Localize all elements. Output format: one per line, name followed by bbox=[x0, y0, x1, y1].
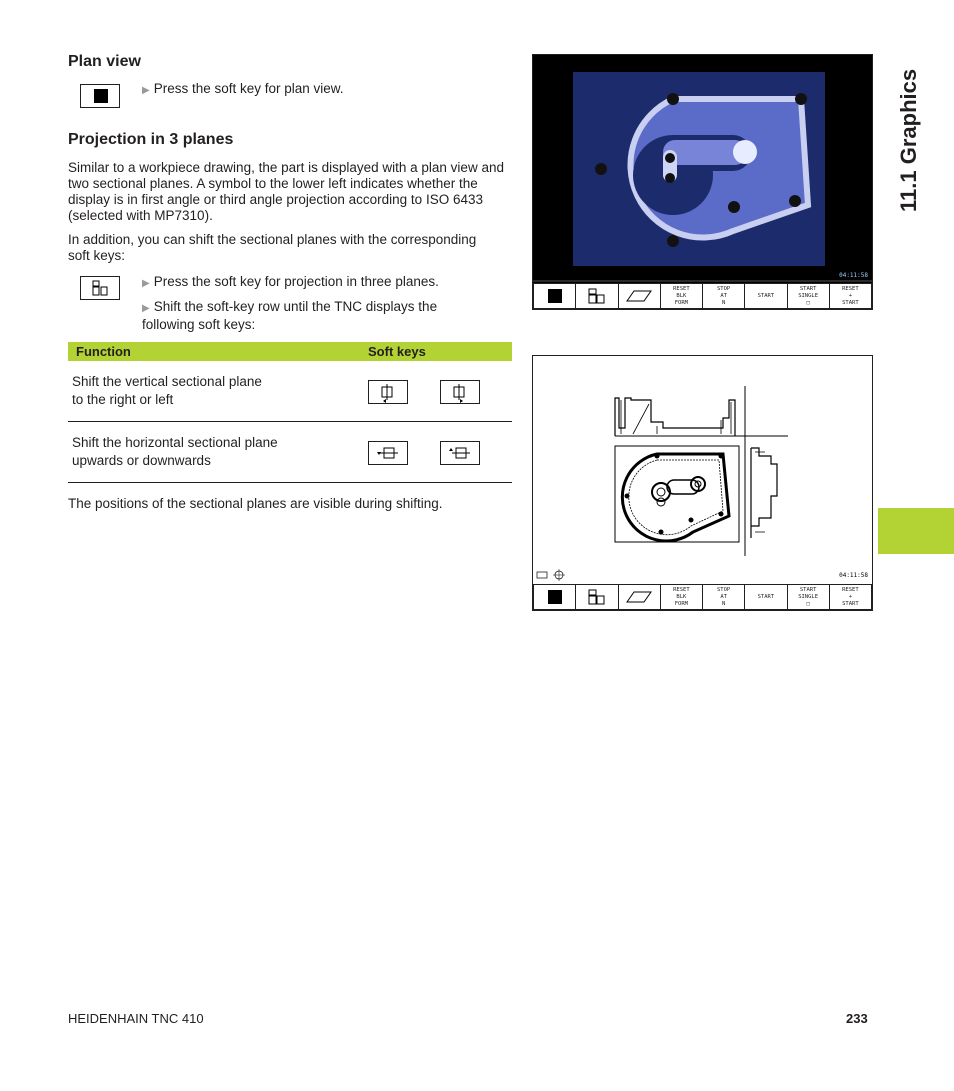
function-column-header: Function bbox=[76, 344, 131, 359]
projection-bullet-1: ▶ Press the soft key for projection in three planes. bbox=[142, 274, 439, 289]
plan-view-bullet: ▶ Press the soft key for plan view. bbox=[142, 81, 344, 96]
table-row-function: Shift the vertical sectional plane to the right or left bbox=[72, 374, 262, 407]
projection-bullet-2: ▶ Shift the soft-key row until the TNC displays the following soft keys: bbox=[142, 299, 438, 332]
screen2-plan-softkey[interactable] bbox=[534, 585, 576, 609]
screen2-reset-start-softkey[interactable]: RESET + START bbox=[842, 586, 859, 607]
table-divider bbox=[68, 421, 512, 422]
screen2-three-planes-softkey[interactable] bbox=[576, 585, 618, 609]
projection-paragraph-1: Similar to a workpiece drawing, the part is displayed with a plan view and two sectional planes. A symbol to the lower left indicates whether the display is in first angle or third angle projection according to ISO 6433 (selected with MP7310). bbox=[68, 160, 504, 223]
shift-vertical-left-softkey[interactable] bbox=[368, 380, 408, 404]
table-bottom-rule bbox=[68, 482, 512, 483]
softkey-table-header bbox=[68, 342, 512, 361]
section-title: 11.1 Graphics bbox=[896, 68, 921, 212]
screen1-plan-softkey[interactable] bbox=[534, 284, 576, 308]
screen1-reset-blk-form-softkey[interactable]: RESET BLK FORM bbox=[661, 284, 703, 308]
shift-vertical-right-softkey[interactable] bbox=[440, 380, 480, 404]
plan-view-screenshot bbox=[532, 54, 873, 310]
three-planes-screenshot bbox=[532, 355, 873, 611]
screen2-reset-blk-form-softkey[interactable]: RESET BLK FORM bbox=[661, 585, 703, 609]
screen1-stop-at-n-softkey[interactable]: STOP AT N bbox=[703, 284, 745, 308]
shift-horizontal-down-softkey[interactable] bbox=[368, 441, 408, 465]
screen1-start-softkey[interactable]: START bbox=[745, 284, 787, 308]
three-planes-graphic bbox=[533, 356, 872, 582]
table-row-function: Shift the horizontal sectional plane upwards or downwards bbox=[72, 435, 278, 468]
screen1-3d-softkey[interactable] bbox=[619, 284, 661, 308]
projection-heading: Projection in 3 planes bbox=[68, 131, 234, 148]
projection-paragraph-2: In addition, you can shift the sectional planes with the corresponding soft keys: bbox=[68, 232, 477, 263]
screen2-softkey-row bbox=[533, 584, 872, 610]
screen2-start-single-softkey[interactable]: START SINGLE □ bbox=[788, 585, 830, 609]
plan-view-graphic bbox=[533, 55, 872, 283]
section-tab bbox=[878, 508, 954, 554]
footer-manual-name: HEIDENHAIN TNC 410 bbox=[68, 1011, 204, 1026]
screen1-clock: 04:11:58 bbox=[839, 272, 868, 279]
screen1-three-planes-softkey[interactable] bbox=[576, 284, 618, 308]
bullet-arrow-icon: ▶ bbox=[142, 85, 150, 96]
three-planes-softkey-icon[interactable] bbox=[80, 276, 120, 300]
screen2-clock: 04:11:58 bbox=[839, 572, 868, 579]
page-number: 233 bbox=[846, 1011, 868, 1026]
plan-view-heading: Plan view bbox=[68, 53, 141, 70]
screen2-3d-softkey[interactable] bbox=[619, 585, 661, 609]
screen2-start-softkey[interactable]: START bbox=[745, 585, 787, 609]
bullet-arrow-icon: ▶ bbox=[142, 278, 150, 289]
screen2-stop-at-n-softkey[interactable]: STOP AT N bbox=[703, 585, 745, 609]
screen1-start-single-softkey[interactable]: START SINGLE □ bbox=[788, 284, 830, 308]
closing-text: The positions of the sectional planes are visible during shifting. bbox=[68, 496, 443, 511]
screen1-reset-start-softkey[interactable]: RESET + START bbox=[842, 285, 859, 306]
plan-view-softkey-icon[interactable] bbox=[80, 84, 120, 108]
bullet-arrow-icon: ▶ bbox=[142, 303, 150, 314]
screen1-softkey-row bbox=[533, 283, 872, 309]
softkeys-column-header: Soft keys bbox=[368, 344, 426, 359]
shift-horizontal-up-softkey[interactable] bbox=[440, 441, 480, 465]
